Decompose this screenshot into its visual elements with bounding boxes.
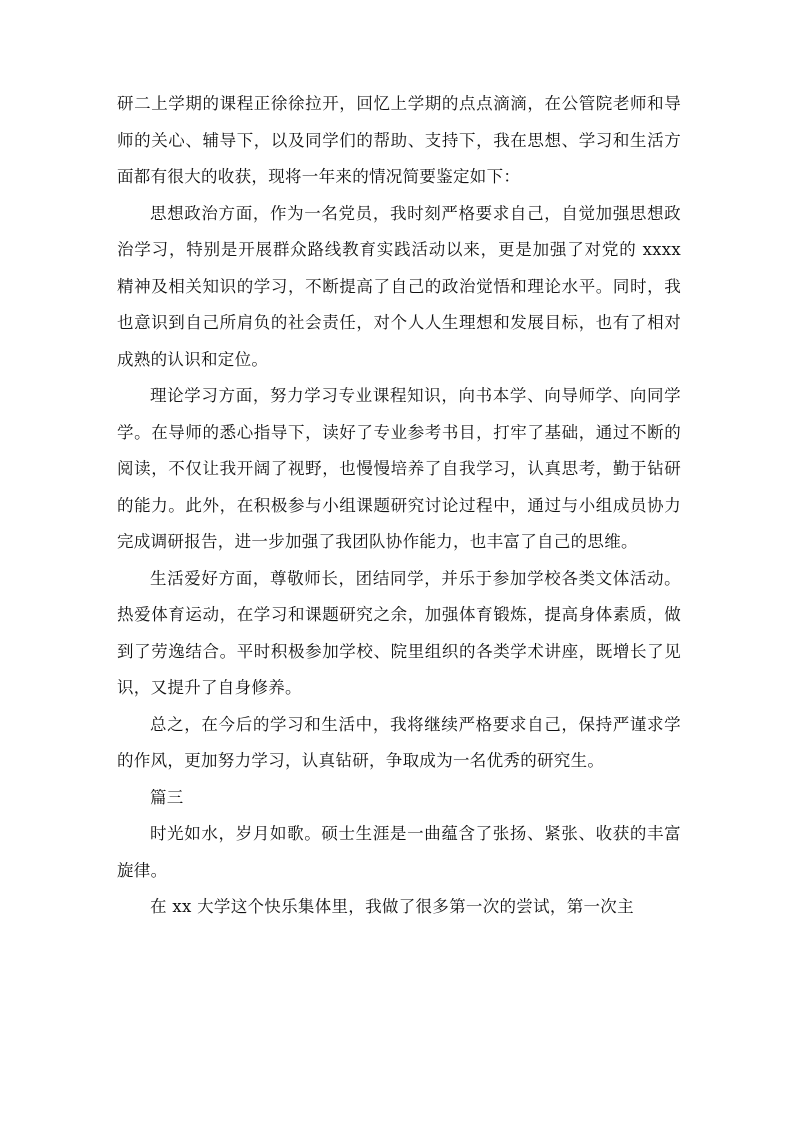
paragraph-university: 在 xx 大学这个快乐集体里，我做了很多第一次的尝试，第一次主 — [150, 897, 634, 916]
section-heading: 篇三 — [150, 787, 184, 807]
paragraph-intro: 研二上学期的课程正徐徐拉开，回忆上学期的点点滴滴，在公管院老师和导师的关心、辅导下，以及同学们的帮助、支持下，我在思想、学习和生活方面都有很大的收获，现将一年来的情况简要鉴定如下： — [117, 94, 681, 186]
paragraph-conclusion: 总之，在今后的学习和生活中，我将继续严格要求自己，保持严谨求学的作风，更加努力学习，认真钻研，争取成为一名优秀的研究生。 — [117, 714, 681, 770]
paragraph-time: 时光如水，岁月如歌。硕士生涯是一曲蕴含了张扬、紧张、收获的丰富旋律。 — [117, 824, 681, 880]
document-body — [117, 86, 681, 926]
paragraph-life: 生活爱好方面，尊敬师长，团结同学，并乐于参加学校各类文体活动。热爱体育运动，在学习和课题研究之余，加强体育锻炼，提高身体素质，做到了劳逸结合。平时积极参加学校、院里组织的各类学术讲座，既增长了见识，又提升了自身修养。 — [117, 568, 681, 697]
paragraph-political: 思想政治方面，作为一名党员，我时刻严格要求自己，自觉加强思想政治学习，特别是开展群众路线教育实践活动以来，更是加强了对党的 xxxx 精神及相关知识的学习，不断提高了自己的政治觉悟和理论水平。同时，我也意识到自己所肩负的社会责任，对个人人生理想和发展目标，也有了相对成熟的认识和定位。 — [117, 203, 681, 369]
paragraph-study: 理论学习方面，努力学习专业课程知识，向书本学、向导师学、向同学学。在导师的悉心指导下，读好了专业参考书目，打牢了基础，通过不断的阅读，不仅让我开阔了视野，也慢慢培养了自我学习，认真思考，勤于钻研的能力。此外，在积极参与小组课题研究讨论过程中，通过与小组成员协力完成调研报告，进一步加强了我团队协作能力，也丰富了自己的思维。 — [117, 386, 681, 551]
